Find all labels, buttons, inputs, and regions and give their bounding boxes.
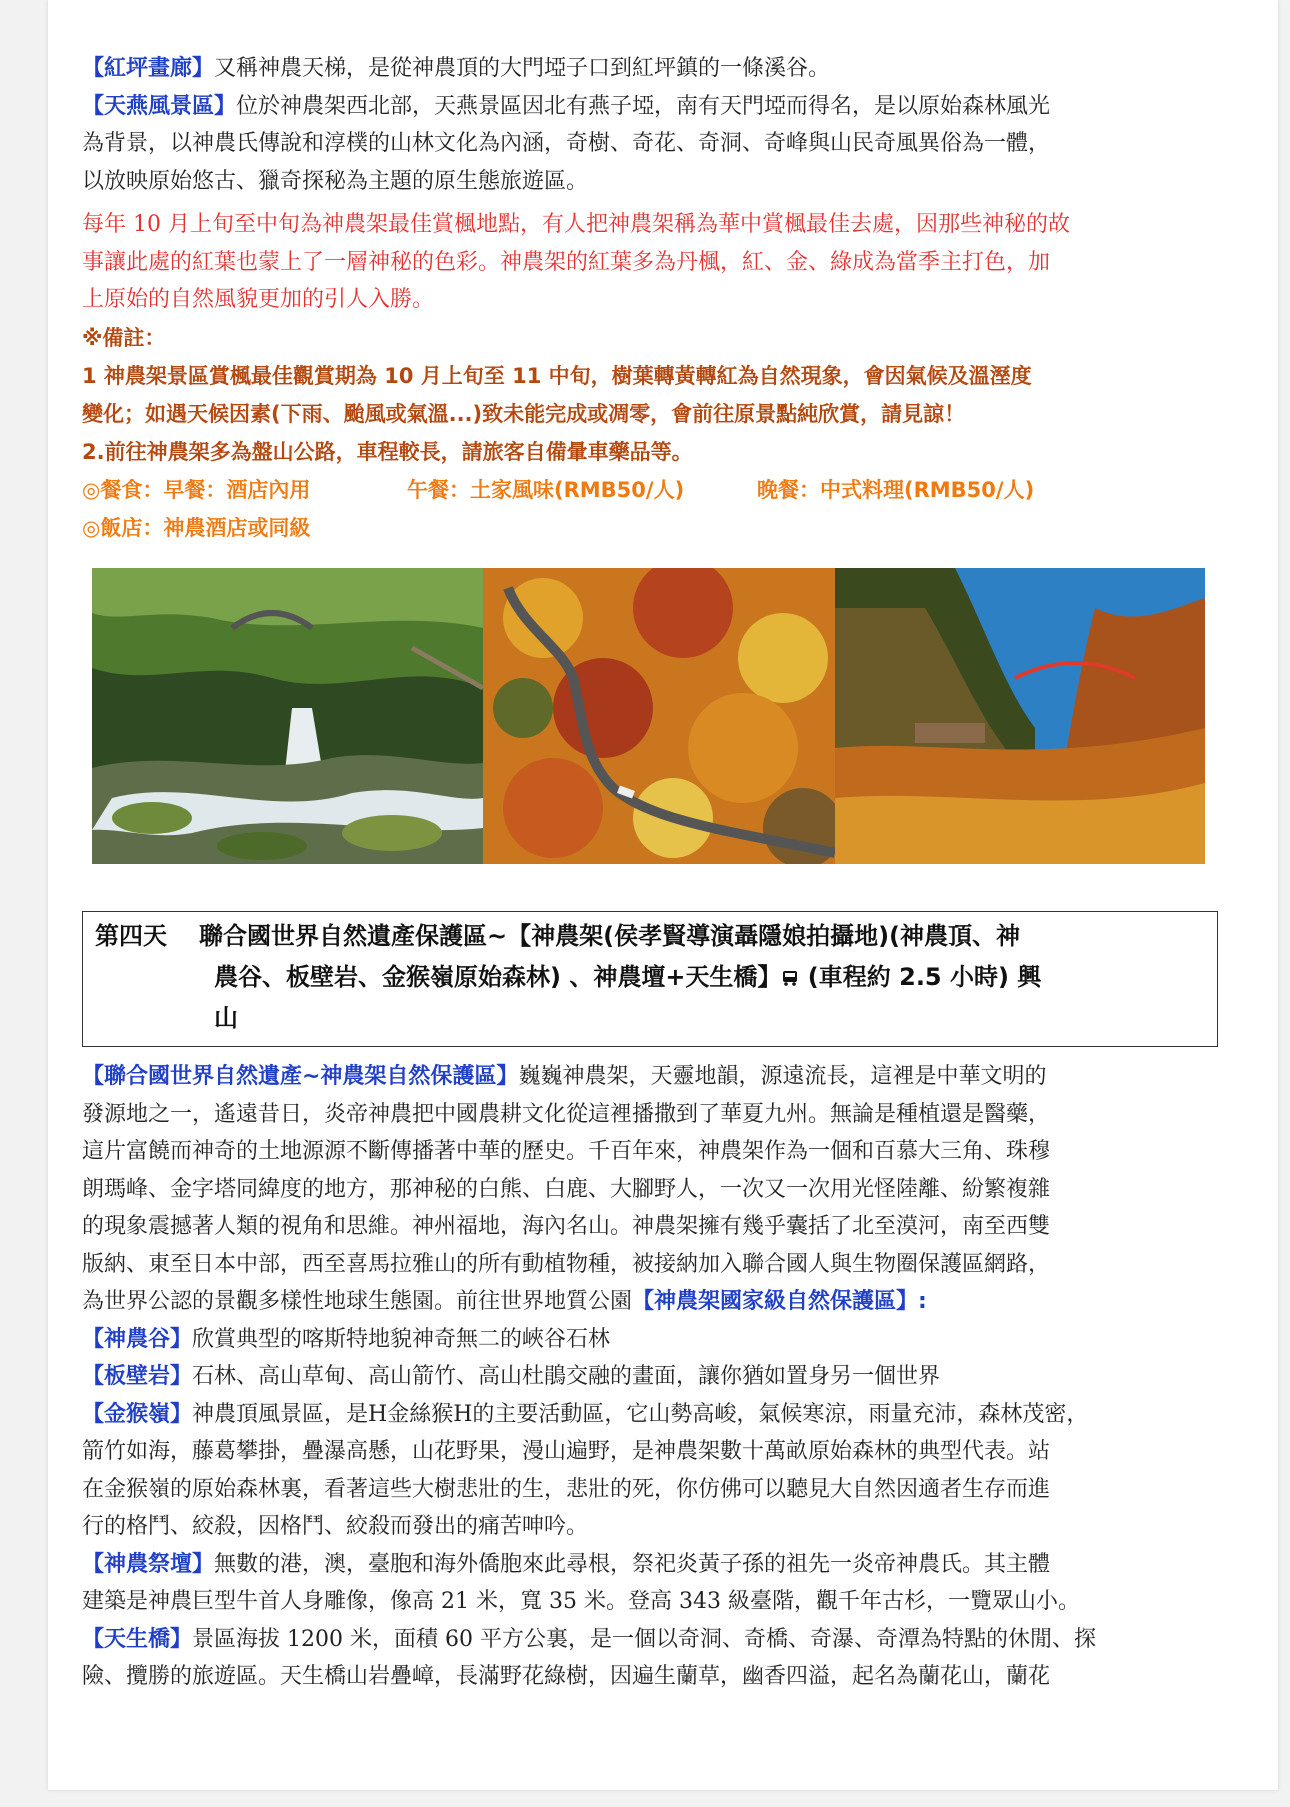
hongping-text: 又稱神農天梯，是從神農頂的大門埡子口到紅坪鎮的一條溪谷。: [214, 56, 831, 81]
top-text-block: [82, 50, 1222, 547]
note-line: 2.前往神農架多為盤山公路，車程較長，請旅客自備暈車藥品等。: [82, 439, 693, 464]
tianshengqiao-line: 景區海拔 1200 米，面積 60 平方公裏，是一個以奇洞、奇橋、奇瀑、奇潭為特點的休閒、探: [192, 1626, 1096, 1652]
hongping-paragraph: [82, 50, 1222, 88]
day4-title-line: 山: [214, 1004, 238, 1032]
day4-title-segment: (車程約 2.5 小時) 興: [799, 963, 1042, 991]
bus-icon: [781, 969, 799, 987]
day4-title-line: [214, 957, 1207, 998]
heritage-line: 巍巍神農架，天靈地韻，源遠流長，這裡是中華文明的: [518, 1064, 1047, 1089]
day4-title-segment: 農谷、板壁岩、金猴嶺原始森林) 、神農壇+天生橋】: [214, 963, 782, 991]
jitan-line: 建築是神農巨型牛首人身雕像，像高 21 米，寬 35 米。登高 343 級臺階，觀千年古杉，一覽眾山小。: [82, 1589, 1080, 1614]
tianyan-paragraph: [82, 88, 1222, 201]
bridge-gorge-photo: [835, 568, 1205, 864]
tianyan-line: 為背景，以神農氏傳說和淳樸的山林文化為內涵，奇樹、奇花、奇洞、奇峰與山民奇風異俗為一體，: [82, 131, 1051, 156]
day4-title-line: 聯合國世界自然遺產保護區~【神農架(侯孝賢導演聶隱娘拍攝地)(神農頂、神: [199, 922, 1021, 950]
shennonggu-text: 欣賞典型的喀斯特地貌神奇無二的峽谷石林: [192, 1326, 611, 1352]
jitan-paragraph: [82, 1546, 1232, 1621]
note-line: 1 神農架景區賞楓最佳觀賞期為 10 月上旬至 11 中旬，樹葉轉黃轉紅為自然現象，會因氣候及溫溼度: [82, 363, 1032, 388]
jinhouling-line: 在金猴嶺的原始森林裏，看著這些大樹悲壯的生，悲壯的死，你仿佛可以聽見大自然因適者生存而進: [82, 1476, 1051, 1502]
waterfall-photo: [92, 568, 483, 864]
day4-label: 第四天: [95, 922, 167, 950]
meal-lunch: 午餐：土家風味(RMB50/人): [407, 477, 685, 502]
heritage-line: 版納、東至日本中部，西至喜馬拉雅山的所有動植物種，被接納加入聯合國人與生物圈保護區網路，: [82, 1251, 1051, 1277]
jitan-tag: 【神農祭壇】: [82, 1551, 215, 1577]
jinhouling-paragraph: [82, 1396, 1232, 1546]
banbiyan-tag: 【板壁岩】: [82, 1364, 193, 1389]
tianyan-tag: 【天燕風景區】: [82, 93, 237, 119]
heritage-line: 發源地之一，遙遠昔日，炎帝神農把中國農耕文化從這裡播撒到了華夏九州。無論是種植還是醫藥，: [82, 1101, 1051, 1127]
maple-paragraph: [82, 206, 1222, 319]
banbiyan-text: 石林、高山草甸、高山箭竹、高山杜鵑交融的畫面，讓你猶如置身另一個世界: [192, 1364, 941, 1389]
photo-strip: [92, 568, 1205, 864]
hongping-tag: 【紅坪畫廊】: [82, 56, 215, 81]
tianyan-line: 以放映原始悠古、獵奇探秘為主題的原生態旅遊區。: [82, 168, 589, 194]
day4-title: [199, 916, 1207, 1039]
autumn-road-photo: [483, 568, 835, 864]
heritage-tag: 【聯合國世界自然遺產~神農架自然保護區】: [82, 1064, 519, 1089]
tianyan-line: 位於神農架西北部，天燕景區因北有燕子埡，南有天門埡而得名，是以原始森林風光: [236, 93, 1051, 119]
heritage-line: 朗瑪峰、金字塔同緯度的地方，那神秘的白熊、白鹿、大腳野人，一次又一次用光怪陸離、紛繁複雜: [82, 1176, 1051, 1202]
tianshengqiao-line: 險、攬勝的旅遊區。天生橋山岩疊嶂，長滿野花綠樹，因遍生蘭草，幽香四溢，起名為蘭花山，蘭花: [82, 1664, 1051, 1689]
shennonggu-paragraph: [82, 1321, 1232, 1359]
jitan-line: 無數的港，澳，臺胞和海外僑胞來此尋根，祭祀炎黃子孫的祖先一炎帝神農氏。其主體: [214, 1551, 1051, 1577]
jinhouling-line: 箭竹如海，藤葛攀掛，疊瀑高懸，山花野果，漫山遍野，是神農架數十萬畝原始森林的典型代表。站: [82, 1439, 1051, 1464]
meal-breakfast: ◎餐食：早餐：酒店內用: [82, 477, 311, 502]
shennonggu-tag: 【神農谷】: [82, 1326, 193, 1352]
maple-line: 上原始的自然風貌更加的引人入勝。: [82, 287, 435, 312]
heritage-line: 為世界公認的景觀多樣性地球生態園。前往世界地質公園: [82, 1289, 633, 1314]
document-page: [48, 0, 1278, 1790]
heritage-paragraph: [82, 1058, 1232, 1321]
day4-title-box: [82, 911, 1218, 1047]
maple-line: 每年 10 月上旬至中旬為神農架最佳賞楓地點，有人把神農架稱為華中賞楓最佳去處，因那些神秘的故: [82, 212, 1070, 237]
jinhouling-line: 行的格鬥、絞殺，因格鬥、絞殺而發出的痛苦呻吟。: [82, 1514, 589, 1539]
maple-line: 事讓此處的紅葉也蒙上了一層神秘的色彩。神農架的紅葉多為丹楓，紅、金、綠成為當季主打色，加: [82, 249, 1051, 275]
tianshengqiao-tag: 【天生橋】: [82, 1626, 193, 1652]
hotel-line: ◎飯店：神農酒店或同級: [82, 515, 311, 540]
note-line: 變化；如遇天候因素(下雨、颱風或氣溫...)致未能完成或凋零，會前往原景點純欣賞，請見諒！: [82, 401, 966, 426]
notes-heading: ※備註：: [82, 325, 166, 350]
banbiyan-paragraph: [82, 1358, 1232, 1396]
day4-body: [82, 1058, 1232, 1696]
meals-line: [82, 471, 1222, 509]
heritage-line: 的現象震撼著人類的視角和思維。神州福地，海內名山。神農架擁有幾乎囊括了北至漠河，南至西雙: [82, 1214, 1051, 1239]
jinhouling-tag: 【金猴嶺】: [82, 1401, 193, 1427]
jinhouling-line: 神農頂風景區，是H金絲猴H的主要活動區，它山勢高峻，氣候寒涼，雨量充沛，森林茂密，: [192, 1401, 1089, 1427]
reserve-tag: 【神農架國家級自然保護區】:: [632, 1289, 927, 1314]
heritage-line: 這片富饒而神奇的土地源源不斷傳播著中華的歷史。千百年來，神農架作為一個和百慕大三角、珠穆: [82, 1139, 1051, 1164]
meal-dinner: 晚餐：中式料理(RMB50/人): [757, 477, 1035, 502]
tianshengqiao-paragraph: [82, 1621, 1232, 1696]
